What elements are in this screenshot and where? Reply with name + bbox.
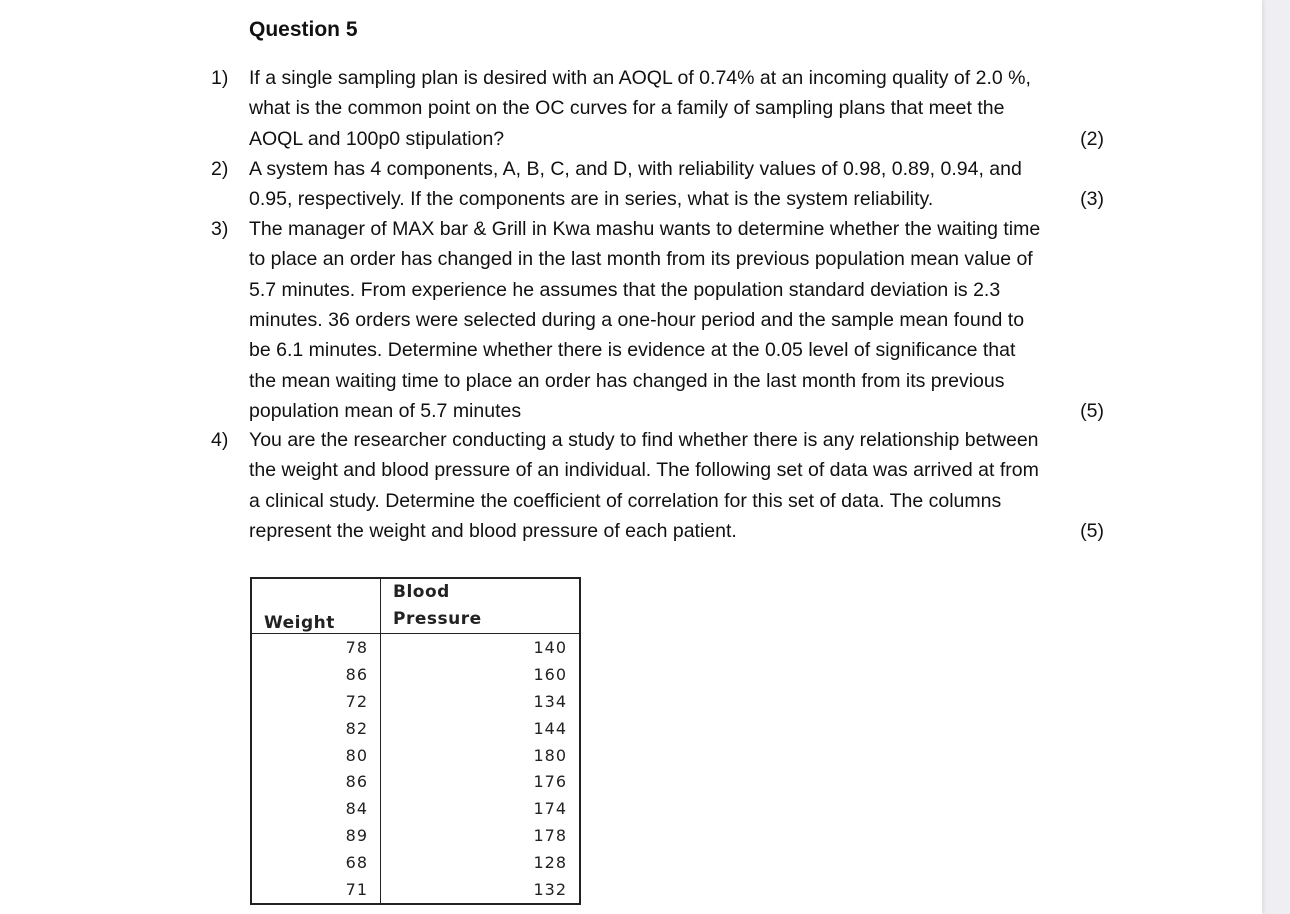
question-number: 2)	[211, 158, 229, 180]
header-weight: Weight	[251, 578, 381, 634]
table-row	[251, 634, 580, 661]
question-number: 3)	[211, 218, 229, 240]
table-row	[251, 715, 580, 742]
table-row	[251, 795, 580, 822]
table-row	[251, 876, 580, 904]
question-text-line: a clinical study. Determine the coefficient of correlation for this set of data. The columns	[249, 489, 1002, 512]
bp-cell: 160	[533, 664, 567, 684]
question-text-line: You are the researcher conducting a study to find whether there is any relationship between	[249, 429, 1039, 451]
weight-cell: 82	[251, 715, 381, 742]
weight-cell: 84	[251, 795, 381, 822]
question-marks: (5)	[1080, 519, 1104, 542]
question-text-line: minutes. 36 orders were selected during a one-hour period and the sample mean found to	[249, 308, 1025, 331]
weight-cell: 86	[251, 661, 381, 688]
question-text-line: A system has 4 components, A, B, C, and D, with reliability values of 0.98, 0.89, 0.94, and	[249, 158, 1022, 180]
table-row	[251, 822, 580, 849]
table-row	[251, 849, 580, 876]
question-marks: (5)	[1080, 399, 1104, 422]
table-row	[251, 742, 580, 769]
question-text-line: If a single sampling plan is desired with an AOQL of 0.74% at an incoming quality of 2.0 %,	[249, 67, 1031, 89]
weight-cell: 89	[251, 822, 381, 849]
question-text-line: represent the weight and blood pressure of each patient.	[249, 519, 737, 542]
bp-cell: 176	[533, 772, 567, 792]
bp-cell: 140	[533, 637, 567, 657]
question-text-line: population mean of 5.7 minutes	[249, 399, 522, 422]
question-text-line: what is the common point on the OC curves for a family of sampling plans that meet the	[249, 97, 1005, 120]
page-title: Question 5	[249, 18, 358, 41]
table-row	[251, 688, 580, 715]
table-row	[251, 661, 580, 688]
bp-cell: 178	[533, 826, 567, 846]
weight-cell: 78	[251, 634, 381, 661]
question-number: 1)	[211, 67, 229, 89]
question-marks: (3)	[1080, 188, 1104, 211]
weight-cell: 72	[251, 688, 381, 715]
bp-cell: 134	[533, 691, 567, 711]
table-row	[251, 768, 580, 795]
weight-cell: 71	[251, 876, 381, 904]
question-number: 4)	[211, 429, 229, 451]
bp-cell: 180	[533, 745, 567, 765]
question-text-line: 5.7 minutes. From experience he assumes that the population standard deviation is 2.3	[249, 278, 1001, 301]
question-text-line: the weight and blood pressure of an individual. The following set of data was arrived at from	[249, 459, 1039, 482]
weight-cell: 86	[251, 768, 381, 795]
bp-cell: 144	[533, 718, 567, 738]
table-header-row	[251, 578, 580, 634]
bp-cell: 128	[533, 853, 567, 873]
question-text-line: be 6.1 minutes. Determine whether there is evidence at the 0.05 level of significance that	[249, 339, 1016, 362]
question-text-line: to place an order has changed in the last month from its previous population mean value of	[249, 248, 1033, 271]
header-bp-line1: Blood	[393, 582, 450, 602]
weight-cell: 80	[251, 742, 381, 769]
question-marks: (2)	[1080, 127, 1104, 150]
question-text-line: 0.95, respectively. If the components are in series, what is the system reliability.	[249, 188, 934, 211]
header-blood-pressure	[381, 578, 581, 634]
header-bp-line2: Pressure	[393, 609, 482, 629]
question-text-line: The manager of MAX bar & Grill in Kwa mashu wants to determine whether the waiting time	[249, 218, 1041, 240]
data-table	[250, 577, 581, 905]
question-text-line: the mean waiting time to place an order has changed in the last month from its previous	[249, 369, 1005, 392]
question-text-line: AOQL and 100p0 stipulation?	[249, 127, 505, 150]
weight-cell: 68	[251, 849, 381, 876]
bp-cell: 174	[533, 799, 567, 819]
bp-cell: 132	[533, 879, 567, 899]
